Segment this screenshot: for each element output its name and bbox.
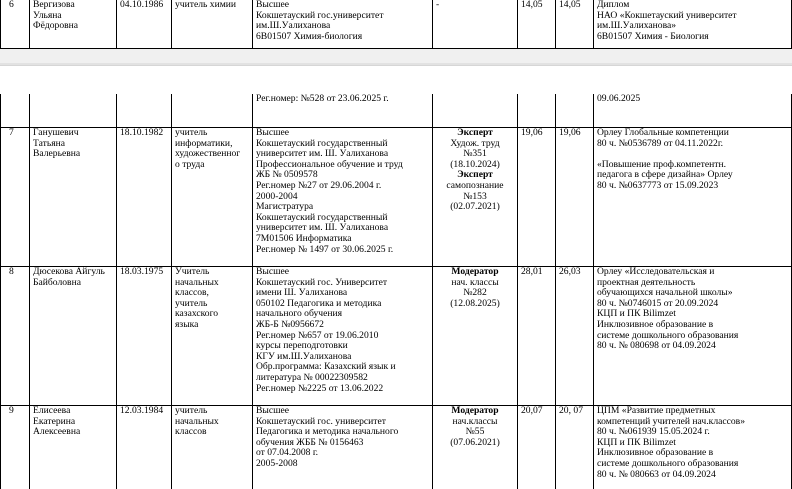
- position: [172, 128, 253, 266]
- cell-line: Инклюзивное образование в: [597, 318, 714, 330]
- cell-line: Фёдоровна: [33, 20, 79, 32]
- cell-line: Ульяна: [33, 9, 62, 21]
- cell-line: Рег.номер №657 от 19.06.2010: [256, 329, 379, 341]
- cell-line: 6В01507 Химия - Биология: [597, 30, 709, 42]
- cell-line: Рег.номер №27 от 29.06.2004 г.: [256, 179, 382, 191]
- table-row: [0, 267, 792, 405]
- cell-line: Эксперт: [457, 128, 493, 138]
- cell-line: №282: [463, 287, 487, 299]
- cell-line: Рег.номер: №528 от 23.06.2025 г.: [256, 94, 389, 104]
- teaching-experience: 14,05: [556, 0, 594, 49]
- cell-line: Высшее: [256, 406, 290, 416]
- cell-line: (18.10.2024): [450, 158, 500, 170]
- teacher-name: [30, 0, 117, 49]
- cell-line: Рег.номер № 1497 от 30.06.2025 г.: [256, 243, 394, 255]
- row-number: 9: [0, 406, 30, 489]
- cell-line: информатики,: [175, 137, 233, 149]
- cell-line: Высшее: [256, 0, 290, 10]
- courses: [594, 406, 792, 489]
- teacher-name: [30, 94, 117, 128]
- cell-line: 80 ч. №061939 15.05.2024 г.: [597, 426, 710, 438]
- cell-line: (02.07.2021): [450, 201, 500, 213]
- cell-line: Учитель: [175, 267, 210, 277]
- cell-line: обучающихся начальной школы»: [597, 287, 733, 299]
- cell-line: Педагогика и методика начального: [256, 426, 399, 438]
- row-number: 6: [0, 0, 30, 49]
- cell-line: начальных: [175, 276, 219, 288]
- cell-line: КЦП и ПК Bilimzet: [597, 436, 676, 448]
- cell-line: начального обучения: [256, 308, 343, 320]
- page-break: [0, 49, 792, 94]
- cell-line: курсы переподготовки: [256, 340, 348, 352]
- teacher-name: [30, 267, 117, 405]
- cell-line: имени Ш. Уалиханова: [256, 287, 348, 299]
- cell-line: Елисеева: [33, 406, 71, 416]
- category: [433, 0, 518, 49]
- category: [433, 406, 518, 489]
- cell-line: нач.классы: [452, 415, 498, 427]
- table-row: [0, 128, 792, 266]
- cell-line: учитель: [175, 297, 208, 309]
- birth-date: 04.10.1986: [117, 0, 172, 49]
- cell-line: НАО «Кокшетауский университет: [597, 9, 737, 21]
- cell-line: Байболовна: [33, 276, 81, 288]
- cell-line: Екатерина: [33, 415, 76, 427]
- teacher-name: [30, 128, 117, 266]
- cell-line: нач. классы: [451, 276, 499, 288]
- cell-line: 6В01507 Химия-биология: [256, 30, 363, 42]
- cell-line: Кокшетауский государственный: [256, 211, 388, 223]
- cell-line: от 07.04.2008 г.: [256, 447, 319, 459]
- education: [253, 128, 433, 266]
- cell-line: классов: [175, 426, 207, 438]
- courses: [594, 0, 792, 49]
- cell-line: им.Ш.Уалиханова»: [597, 20, 677, 32]
- cell-line: Модератор: [451, 406, 499, 416]
- cell-line: учитель: [175, 406, 208, 416]
- teacher-name: [30, 406, 117, 489]
- birth-date: 18.10.1982: [117, 128, 172, 266]
- cell-line: Обр.программа: Казахский язык и: [256, 361, 396, 373]
- cell-line: языка: [175, 318, 199, 330]
- cell-line: 80 ч. № 080698 от 04.09.2024: [597, 340, 716, 352]
- cell-line: 050102 Педагогика и методика: [256, 297, 382, 309]
- total-experience: 19,06: [518, 128, 556, 266]
- education: [253, 267, 433, 405]
- cell-line: 80 ч. № 080663 от 04.09.2024: [597, 468, 716, 480]
- cell-line: Алексеевна: [33, 426, 81, 438]
- total-experience: [518, 94, 556, 128]
- courses: [594, 267, 792, 405]
- cell-line: 2000-2004: [256, 190, 298, 202]
- birth-date: [117, 94, 172, 128]
- cell-line: №153: [463, 190, 487, 202]
- cell-line: 80 ч. №0637773 от 15.09.2023: [597, 179, 719, 191]
- cell-line: (12.08.2025): [450, 297, 500, 309]
- cell-line: 80 ч. №0536789 от 04.11.2022г.: [597, 137, 724, 149]
- cell-line: (07.06.2021): [450, 436, 500, 448]
- position: [172, 0, 253, 49]
- teaching-experience: 19,06: [556, 128, 594, 266]
- row-number: 7: [0, 128, 30, 266]
- cell-line: Инклюзивное образование в: [597, 447, 714, 459]
- next-page-top: [0, 65, 792, 95]
- teaching-experience: [556, 94, 594, 128]
- cell-line: Магистратура: [256, 201, 314, 213]
- cell-line: КГУ им.Ш.Уалиханова: [256, 350, 352, 362]
- row-number: [0, 94, 30, 128]
- cell-line: системе дошкольного образования: [597, 457, 739, 469]
- cell-line: Худож. труд: [450, 137, 500, 149]
- cell-line: Рег.номер №2225 от 13.06.2022: [256, 382, 384, 394]
- cell-line: Кокшетауский гос. университет: [256, 415, 386, 427]
- cell-line: ЖБ № 0509578: [256, 169, 318, 181]
- category: [433, 267, 518, 405]
- table-row: [0, 406, 792, 489]
- cell-line: обучения ЖББ № 0156463: [256, 436, 364, 448]
- position: [172, 406, 253, 489]
- cell-line: Орлеу Глобальные компетенции: [597, 128, 729, 138]
- cell-line: Диплом: [597, 0, 630, 10]
- cell-line: Татьяна: [33, 137, 66, 149]
- cell-line: литература № 00022309582: [256, 371, 368, 383]
- education: [253, 406, 433, 489]
- cell-line: учитель: [175, 128, 208, 138]
- cell-line: Вергизова: [33, 0, 75, 10]
- birth-date: 18.03.1975: [117, 267, 172, 405]
- cell-line: Модератор: [451, 267, 499, 277]
- total-experience: 28,01: [518, 267, 556, 405]
- position: [172, 94, 253, 128]
- teaching-experience: 26,03: [556, 267, 594, 405]
- cell-line: Кокшетауский государственный: [256, 137, 388, 149]
- cell-line: Орлеу «Исследовательская и: [597, 267, 715, 277]
- cell-line: проектная деятельность: [597, 276, 696, 288]
- cell-line: университет им. Ш. Уалиханова: [256, 222, 389, 234]
- courses: [594, 128, 792, 266]
- cell-line: классов,: [175, 287, 209, 299]
- cell-line: 7М01506 Информатика: [256, 232, 352, 244]
- cell-line: Профессиональное обучение и труд: [256, 158, 403, 170]
- cell-line: Ганушевич: [33, 128, 79, 138]
- cell-line: КЦП и ПК Bilimzet: [597, 308, 676, 320]
- cell-line: 80 ч. №0746015 от 20.09.2024: [597, 297, 719, 309]
- education: [253, 0, 433, 49]
- category: [433, 94, 518, 128]
- cell-line: Валерьевна: [33, 148, 81, 160]
- cell-line: Высшее: [256, 267, 290, 277]
- total-experience: 14,05: [518, 0, 556, 49]
- cell-line: компетенций учителей нач.классов»: [597, 415, 745, 427]
- cell-line: казахского: [175, 308, 219, 320]
- birth-date: 12.03.1984: [117, 406, 172, 489]
- position: [172, 267, 253, 405]
- cell-line: университет им. Ш. Уалиханова: [256, 148, 389, 160]
- cell-line: самопознание: [446, 179, 504, 191]
- cell-line: художественног: [175, 148, 241, 160]
- cell-line: ЖБ-Б №0956672: [256, 318, 324, 330]
- cell-line: -: [436, 0, 440, 10]
- cell-line: Кокшетауский гос. Университет: [256, 276, 388, 288]
- table-row: [0, 0, 792, 49]
- education: [253, 94, 433, 128]
- cell-line: учитель химии: [175, 0, 237, 10]
- cell-line: «Повышение проф.компетентн.: [597, 158, 726, 170]
- cell-line: Кокшетауский гос.университет: [256, 9, 384, 21]
- row-number: 8: [0, 267, 30, 405]
- teaching-experience: 20, 07: [556, 406, 594, 489]
- cell-line: ЦПМ «Развитие предметных: [597, 406, 716, 416]
- cell-line: №55: [465, 426, 485, 438]
- cell-line: Высшее: [256, 128, 290, 138]
- cell-line: системе дошкольного образования: [597, 329, 739, 341]
- cell-line: 09.06.2025: [597, 94, 641, 104]
- total-experience: 20,07: [518, 406, 556, 489]
- cell-line: 2005-2008: [256, 457, 298, 469]
- cell-line: Эксперт: [457, 169, 493, 181]
- cell-line: Дюсекова Айгуль: [33, 267, 105, 277]
- cell-line: начальных: [175, 415, 219, 427]
- table-row: [0, 94, 792, 128]
- category: [433, 128, 518, 266]
- cell-line: педагога в сфере дизайна» Орлеу: [597, 169, 733, 181]
- cell-line: о труда: [175, 158, 205, 170]
- cell-line: им.Ш.Уалиханова: [256, 20, 331, 32]
- courses: [594, 94, 792, 128]
- cell-line: №351: [463, 148, 487, 160]
